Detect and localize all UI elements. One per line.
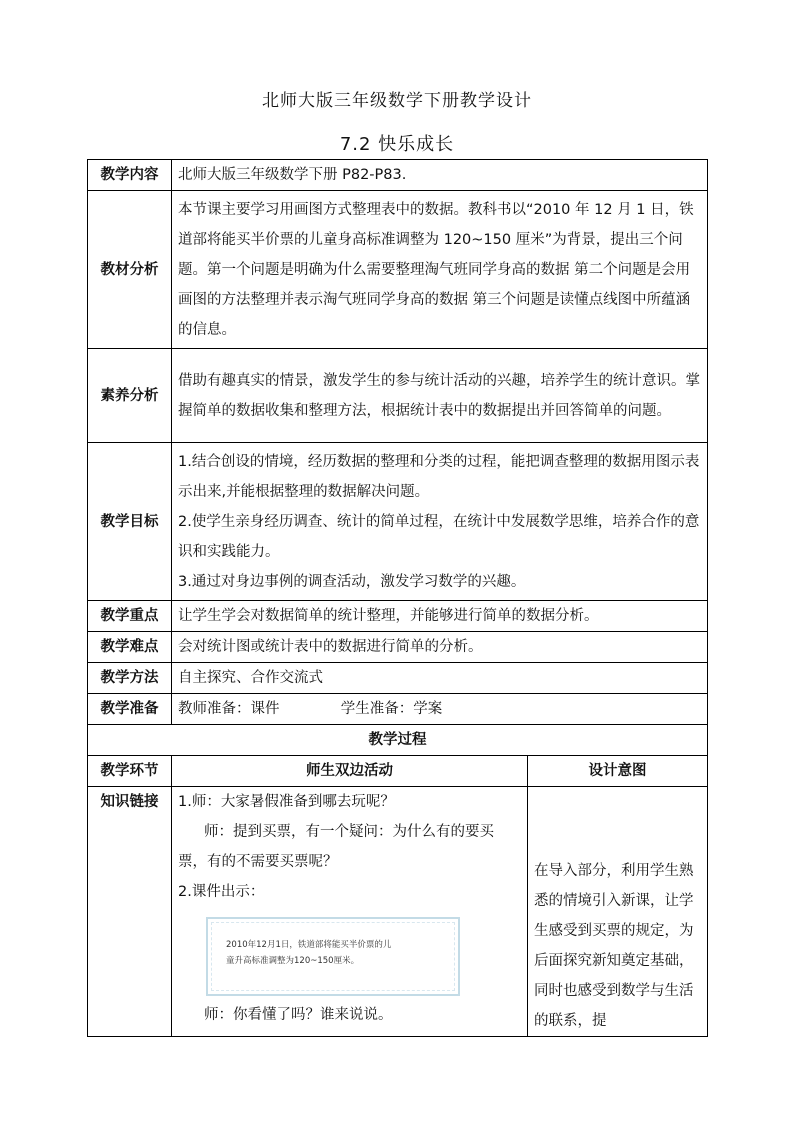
activity-line: 师：提到买票，有一个疑问：为什么有的要买票，有的不需要买票呢？ xyxy=(178,824,494,870)
activity-line: 2.课件出示： xyxy=(178,884,265,900)
row-difficulty xyxy=(88,632,708,663)
courseware-text-line: 2010年12月1日，铁道部将能买半价票的儿 xyxy=(226,940,392,950)
row-goals xyxy=(88,443,708,601)
label-method: 教学方法 xyxy=(88,663,172,694)
activity-cell xyxy=(172,787,528,1037)
row-knowledge-link xyxy=(88,787,708,1037)
courseware-image-text xyxy=(226,937,391,969)
goal-item: 1.结合创设的情境，经历数据的整理和分类的过程，能把调查整理的数据用图示表示出来,并能根据整理的数据解决问题。 xyxy=(178,453,700,500)
row-process-columns xyxy=(88,756,708,787)
lesson-plan-table xyxy=(87,159,708,1037)
row-content xyxy=(88,160,708,191)
row-material xyxy=(88,191,708,349)
col-activity: 师生双边活动 xyxy=(172,756,528,787)
text-difficulty: 会对统计图或统计表中的数据进行简单的分析。 xyxy=(172,632,708,663)
courseware-text-line: 童升高标准调整为120~150厘米。 xyxy=(226,956,360,966)
lesson-subtitle: 7.2 快乐成长 xyxy=(339,134,455,155)
goals-cell xyxy=(172,443,708,601)
label-key: 教学重点 xyxy=(88,601,172,632)
student-prep: 学生准备：学案 xyxy=(340,701,443,717)
label-prep: 教学准备 xyxy=(88,694,172,725)
courseware-image xyxy=(206,917,460,996)
row-literacy xyxy=(88,349,708,443)
col-stage: 教学环节 xyxy=(88,756,172,787)
label-difficulty: 教学难点 xyxy=(88,632,172,663)
label-literacy: 素养分析 xyxy=(88,349,172,443)
goal-item: 2.使学生亲身经历调查、统计的简单过程，在统计中发展数学思维，培养合作的意识和实践能力。 xyxy=(178,513,700,560)
process-heading: 教学过程 xyxy=(88,725,708,756)
activity-line: 师：你看懂了吗？谁来说说。 xyxy=(204,1007,393,1023)
label-material: 教材分析 xyxy=(88,191,172,349)
row-method xyxy=(88,663,708,694)
activity-line: 1.师：大家暑假准备到哪去玩呢？ xyxy=(178,794,395,810)
intent-text: 在导入部分，利用学生熟悉的情境引入新课，让学生感受到买票的规定，为后面探究新知奠定基础，同时也感受到数学与生活的联系，提 xyxy=(528,787,708,1037)
row-prep xyxy=(88,694,708,725)
row-key xyxy=(88,601,708,632)
label-content: 教学内容 xyxy=(88,160,172,191)
text-content: 北师大版三年级数学下册 P82-P83. xyxy=(172,160,708,191)
text-literacy: 借助有趣真实的情景，激发学生的参与统计活动的兴趣，培养学生的统计意识。掌握简单的数据收集和整理方法，根据统计表中的数据提出并回答简单的问题。 xyxy=(172,349,708,443)
stage-label: 知识链接 xyxy=(88,787,172,1037)
goal-item: 3.通过对身边事例的调查活动，激发学习数学的兴趣。 xyxy=(178,573,526,590)
row-process-heading xyxy=(88,725,708,756)
col-intent: 设计意图 xyxy=(528,756,708,787)
label-goals: 教学目标 xyxy=(88,443,172,601)
text-key: 让学生学会对数据简单的统计整理，并能够进行简单的数据分析。 xyxy=(172,601,708,632)
text-method: 自主探究、合作交流式 xyxy=(172,663,708,694)
teacher-prep: 教师准备：课件 xyxy=(178,701,280,717)
prep-cell xyxy=(172,694,708,725)
text-material: 本节课主要学习用画图方式整理表中的数据。教科书以“2010 年 12 月 1 日，铁道部将能买半价票的儿童身高标准调整为 120~150 厘米”为背景，提出三个问题。第一个问题是明确为什么需要整理淘气班同学身高的数据 第二个问题是会用画图的方法整理并表示淘气班同学身高的数据 第三个问题是读懂点线图中所蕴涵的信息。 xyxy=(172,191,708,349)
document-title: 北师大版三年级数学下册教学设计 xyxy=(262,91,532,111)
